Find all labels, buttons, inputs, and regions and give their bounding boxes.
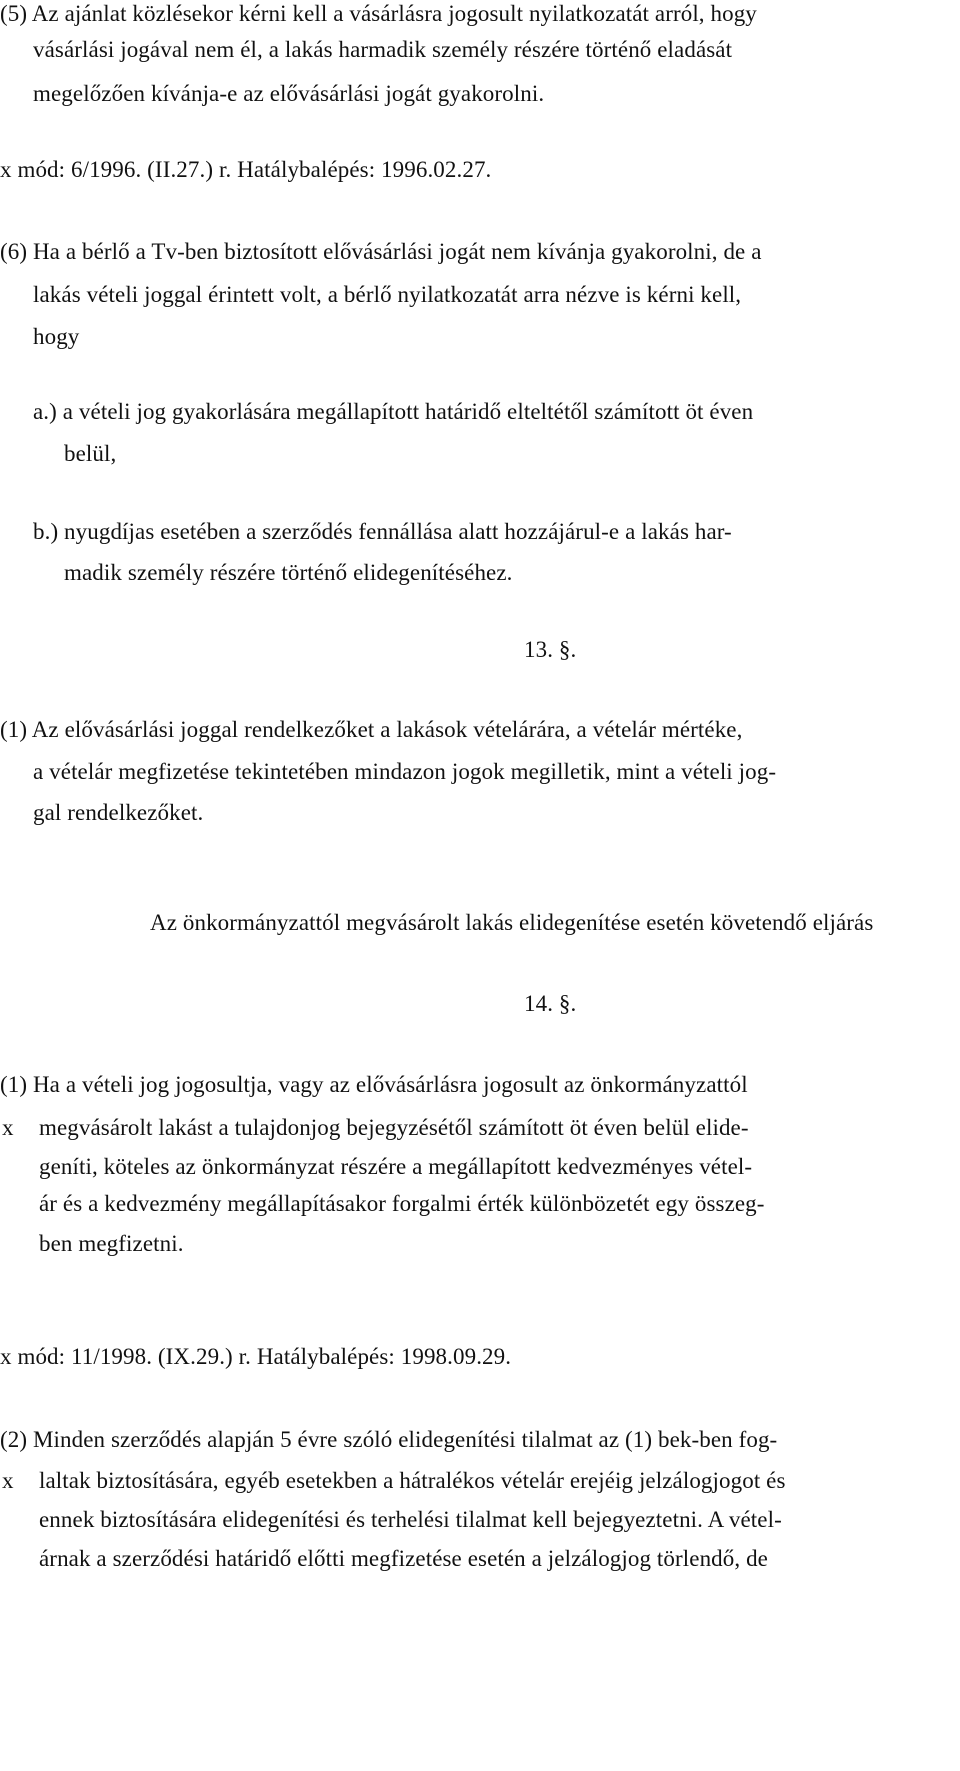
paragraph-6-line-1: (6) Ha a bérlő a Tv-ben biztosított elővásárlási jogát nem kívánja gyakorolni, de a	[0, 239, 762, 264]
list-item-b-line-1: b.) nyugdíjas esetében a szerződés fennállása alatt hozzájárul-e a lakás har-	[33, 519, 732, 544]
list-item-a-line-1: a.) a vételi jog gyakorlására megállapított határidő elteltétől számított öt éven	[33, 399, 754, 424]
paragraph-5-line-1: (5) Az ajánlat közlésekor kérni kell a vásárlásra jogosult nyilatkozatát arról, hogy	[0, 1, 757, 26]
section-14-paragraph-2-line-3: ennek biztosítására elidegenítési és terhelési tilalmat kell bejegyeztetni. A vétel-	[39, 1507, 782, 1532]
section-14-paragraph-2-line-1: (2) Minden szerződés alapján 5 évre szóló elidegenítési tilalmat az (1) bek-ben fog-	[0, 1427, 778, 1452]
section-14-paragraph-1-line-5: ben megfizetni.	[39, 1231, 184, 1256]
section-14-number: 14. §.	[524, 991, 577, 1016]
paragraph-6-line-3: hogy	[33, 324, 80, 349]
section-14-paragraph-1-line-2: megvásárolt lakást a tulajdonjog bejegyzésétől számított öt éven belül elide-	[39, 1115, 749, 1140]
section-14-paragraph-2-line-4: árnak a szerződési határidő előtti megfizetése esetén a jelzálogjog törlendő, de	[39, 1546, 768, 1571]
section-14-paragraph-1-line-1: (1) Ha a vételi jog jogosultja, vagy az elővásárlásra jogosult az önkormányzattól	[0, 1072, 748, 1097]
paragraph-6-line-2: lakás vételi joggal érintett volt, a bérlő nyilatkozatát arra nézve is kérni kell,	[33, 282, 742, 307]
list-item-b-line-2: madik személy részére történő elidegenítéséhez.	[64, 560, 513, 585]
amendment-marker: x	[2, 1115, 14, 1140]
section-14-paragraph-2-line-2: laltak biztosítására, egyéb esetekben a hátralékos vételár erejéig jelzálogjogot és	[39, 1468, 786, 1493]
paragraph-5-line-3: megelőzően kívánja-e az elővásárlási jogát gyakorolni.	[33, 81, 545, 106]
paragraph-5-line-2: vásárlási jogával nem él, a lakás harmadik személy részére történő eladását	[33, 37, 733, 62]
section-14-paragraph-1-line-3: geníti, köteles az önkormányzat részére a megállapított kedvezményes vétel-	[39, 1154, 753, 1179]
section-14-paragraph-1-line-4: ár és a kedvezmény megállapításakor forgalmi érték különbözetét egy összeg-	[39, 1191, 765, 1216]
section-13-number: 13. §.	[524, 637, 577, 662]
amendment-note-1: x mód: 6/1996. (II.27.) r. Hatálybalépés: 1996.02.27.	[0, 157, 492, 182]
section-13-paragraph-1-line-2: a vételár megfizetése tekintetében mindazon jogok megilletik, mint a vételi jog-	[33, 759, 777, 784]
section-heading: Az önkormányzattól megvásárolt lakás elidegenítése esetén követendő eljárás	[150, 910, 874, 935]
amendment-marker: x	[2, 1468, 14, 1493]
section-13-paragraph-1-line-3: gal rendelkezőket.	[33, 800, 204, 825]
amendment-note-2: x mód: 11/1998. (IX.29.) r. Hatálybalépés: 1998.09.29.	[0, 1344, 512, 1369]
list-item-a-line-2: belül,	[64, 441, 117, 466]
section-13-paragraph-1-line-1: (1) Az elővásárlási joggal rendelkezőket a lakások vételárára, a vételár mértéke,	[0, 717, 743, 742]
